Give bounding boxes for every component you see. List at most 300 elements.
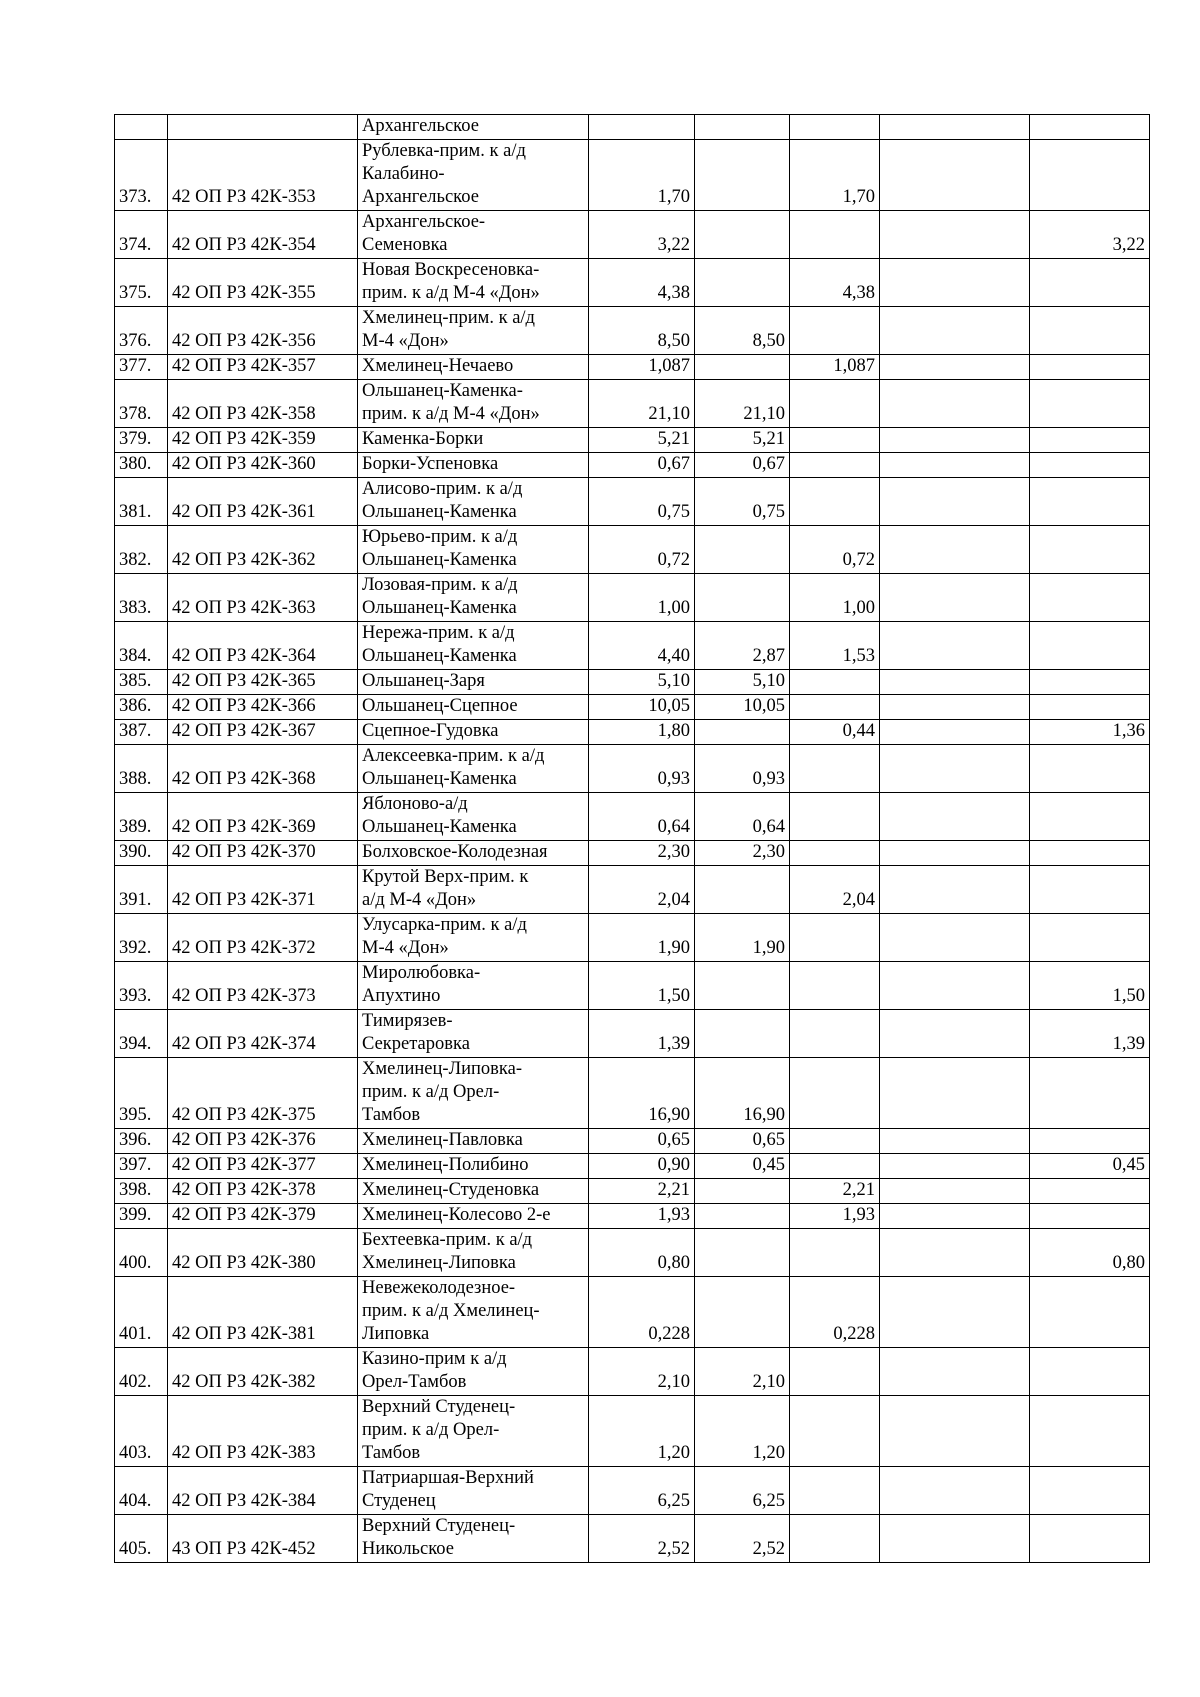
- road-name-cell: Борки-Успеновка: [358, 453, 589, 478]
- length-col-2-cell: [790, 962, 880, 1010]
- length-col-2-cell: [790, 1348, 880, 1396]
- table-row: [115, 1277, 1150, 1348]
- length-col-3-cell: [880, 793, 1030, 841]
- road-code-cell: 42 ОП РЗ 42К-371: [168, 866, 358, 914]
- road-code-cell: [168, 115, 358, 140]
- road-code-cell: 42 ОП РЗ 42К-362: [168, 526, 358, 574]
- length-col-2-cell: [790, 841, 880, 866]
- length-col-2-cell: [790, 745, 880, 793]
- length-col-2-cell: [790, 115, 880, 140]
- road-name-cell: Миролюбовка- Апухтино: [358, 962, 589, 1010]
- length-col-4-cell: [1030, 745, 1150, 793]
- road-code-cell: 42 ОП РЗ 42К-379: [168, 1204, 358, 1229]
- length-col-4-cell: [1030, 914, 1150, 962]
- length-col-4-cell: [1030, 1396, 1150, 1467]
- road-name-cell: Ольшанец-Каменка- прим. к а/д М-4 «Дон»: [358, 380, 589, 428]
- table-row: [115, 1348, 1150, 1396]
- table-row: [115, 720, 1150, 745]
- length-col-4-cell: [1030, 622, 1150, 670]
- road-code-cell: 42 ОП РЗ 42К-369: [168, 793, 358, 841]
- road-code-cell: 42 ОП РЗ 42К-359: [168, 428, 358, 453]
- length-col-1-cell: [695, 1179, 790, 1204]
- road-name-cell: Хмелинец-Колесово 2-е: [358, 1204, 589, 1229]
- table-row: [115, 841, 1150, 866]
- table-row: [115, 211, 1150, 259]
- road-code-cell: 42 ОП РЗ 42К-355: [168, 259, 358, 307]
- length-col-1-cell: 0,45: [695, 1154, 790, 1179]
- row-number-cell: 383.: [115, 574, 168, 622]
- length-col-1-cell: 2,87: [695, 622, 790, 670]
- length-col-1-cell: 0,67: [695, 453, 790, 478]
- road-name-cell: Патриаршая-Верхний Студенец: [358, 1467, 589, 1515]
- road-name-cell: Невежеколодезное- прим. к а/д Хмелинец- Липовка: [358, 1277, 589, 1348]
- row-number-cell: 405.: [115, 1515, 168, 1563]
- total-length-cell: 1,93: [589, 1204, 695, 1229]
- road-code-cell: 42 ОП РЗ 42К-370: [168, 841, 358, 866]
- length-col-1-cell: [695, 1229, 790, 1277]
- row-number-cell: 401.: [115, 1277, 168, 1348]
- length-col-2-cell: [790, 307, 880, 355]
- length-col-1-cell: 5,10: [695, 670, 790, 695]
- length-col-1-cell: 21,10: [695, 380, 790, 428]
- table-row: [115, 1154, 1150, 1179]
- total-length-cell: 1,70: [589, 140, 695, 211]
- length-col-2-cell: 2,04: [790, 866, 880, 914]
- length-col-2-cell: [790, 670, 880, 695]
- length-col-2-cell: [790, 1467, 880, 1515]
- length-col-2-cell: 1,93: [790, 1204, 880, 1229]
- row-number-cell: 404.: [115, 1467, 168, 1515]
- length-col-4-cell: [1030, 1515, 1150, 1563]
- row-number-cell: 389.: [115, 793, 168, 841]
- total-length-cell: 8,50: [589, 307, 695, 355]
- row-number-cell: 396.: [115, 1129, 168, 1154]
- length-col-4-cell: [1030, 866, 1150, 914]
- length-col-3-cell: [880, 1129, 1030, 1154]
- road-code-cell: 42 ОП РЗ 42К-368: [168, 745, 358, 793]
- length-col-1-cell: [695, 720, 790, 745]
- total-length-cell: 2,21: [589, 1179, 695, 1204]
- length-col-1-cell: 16,90: [695, 1058, 790, 1129]
- length-col-1-cell: 6,25: [695, 1467, 790, 1515]
- length-col-4-cell: [1030, 1277, 1150, 1348]
- length-col-4-cell: [1030, 1204, 1150, 1229]
- table-row: [115, 695, 1150, 720]
- row-number-cell: 377.: [115, 355, 168, 380]
- length-col-4-cell: 1,36: [1030, 720, 1150, 745]
- road-code-cell: 42 ОП РЗ 42К-383: [168, 1396, 358, 1467]
- total-length-cell: 0,64: [589, 793, 695, 841]
- road-name-cell: Алисово-прим. к а/д Ольшанец-Каменка: [358, 478, 589, 526]
- road-name-cell: Верхний Студенец- Никольское: [358, 1515, 589, 1563]
- length-col-2-cell: [790, 695, 880, 720]
- total-length-cell: 2,30: [589, 841, 695, 866]
- table-row: [115, 574, 1150, 622]
- length-col-2-cell: 4,38: [790, 259, 880, 307]
- length-col-2-cell: 1,53: [790, 622, 880, 670]
- total-length-cell: 1,20: [589, 1396, 695, 1467]
- total-length-cell: 1,39: [589, 1010, 695, 1058]
- table-row: [115, 1515, 1150, 1563]
- total-length-cell: 1,90: [589, 914, 695, 962]
- length-col-3-cell: [880, 428, 1030, 453]
- row-number-cell: 398.: [115, 1179, 168, 1204]
- length-col-3-cell: [880, 695, 1030, 720]
- length-col-1-cell: 8,50: [695, 307, 790, 355]
- road-name-cell: Хмелинец-Нечаево: [358, 355, 589, 380]
- table-row: [115, 670, 1150, 695]
- road-name-cell: Яблоново-а/д Ольшанец-Каменка: [358, 793, 589, 841]
- row-number-cell: 378.: [115, 380, 168, 428]
- road-name-cell: Нережа-прим. к а/д Ольшанец-Каменка: [358, 622, 589, 670]
- length-col-1-cell: 0,93: [695, 745, 790, 793]
- road-code-cell: 42 ОП РЗ 42К-358: [168, 380, 358, 428]
- road-code-cell: 42 ОП РЗ 42К-367: [168, 720, 358, 745]
- length-col-1-cell: [695, 115, 790, 140]
- table-row: [115, 1204, 1150, 1229]
- length-col-1-cell: [695, 866, 790, 914]
- length-col-4-cell: 0,80: [1030, 1229, 1150, 1277]
- length-col-2-cell: [790, 1010, 880, 1058]
- length-col-4-cell: 1,50: [1030, 962, 1150, 1010]
- length-col-3-cell: [880, 1204, 1030, 1229]
- road-name-cell: Казино-прим к а/д Орел-Тамбов: [358, 1348, 589, 1396]
- table-row: [115, 140, 1150, 211]
- road-name-cell: Хмелинец-прим. к а/д М-4 «Дон»: [358, 307, 589, 355]
- total-length-cell: 1,00: [589, 574, 695, 622]
- length-col-2-cell: 0,228: [790, 1277, 880, 1348]
- road-name-cell: Хмелинец-Липовка- прим. к а/д Орел- Тамбов: [358, 1058, 589, 1129]
- road-code-cell: 42 ОП РЗ 42К-380: [168, 1229, 358, 1277]
- road-name-cell: Рублевка-прим. к а/д Калабино- Архангельское: [358, 140, 589, 211]
- length-col-1-cell: [695, 1277, 790, 1348]
- table-row: [115, 962, 1150, 1010]
- total-length-cell: 0,72: [589, 526, 695, 574]
- table-row: [115, 355, 1150, 380]
- length-col-3-cell: [880, 1515, 1030, 1563]
- length-col-2-cell: 0,44: [790, 720, 880, 745]
- road-name-cell: Ольшанец-Сцепное: [358, 695, 589, 720]
- length-col-3-cell: [880, 745, 1030, 793]
- length-col-3-cell: [880, 355, 1030, 380]
- length-col-3-cell: [880, 720, 1030, 745]
- length-col-1-cell: [695, 259, 790, 307]
- road-code-cell: 42 ОП РЗ 42К-364: [168, 622, 358, 670]
- length-col-2-cell: 1,00: [790, 574, 880, 622]
- road-code-cell: 42 ОП РЗ 42К-377: [168, 1154, 358, 1179]
- length-col-1-cell: [695, 574, 790, 622]
- total-length-cell: 3,22: [589, 211, 695, 259]
- row-number-cell: 384.: [115, 622, 168, 670]
- length-col-2-cell: [790, 914, 880, 962]
- row-number-cell: 387.: [115, 720, 168, 745]
- total-length-cell: 1,50: [589, 962, 695, 1010]
- total-length-cell: 6,25: [589, 1467, 695, 1515]
- length-col-2-cell: [790, 1396, 880, 1467]
- total-length-cell: 0,67: [589, 453, 695, 478]
- length-col-4-cell: [1030, 380, 1150, 428]
- length-col-1-cell: 0,75: [695, 478, 790, 526]
- road-code-cell: 42 ОП РЗ 42К-353: [168, 140, 358, 211]
- table-row: [115, 428, 1150, 453]
- length-col-3-cell: [880, 259, 1030, 307]
- length-col-4-cell: [1030, 670, 1150, 695]
- length-col-4-cell: [1030, 428, 1150, 453]
- length-col-2-cell: 2,21: [790, 1179, 880, 1204]
- road-code-cell: 42 ОП РЗ 42К-373: [168, 962, 358, 1010]
- table-row: [115, 307, 1150, 355]
- total-length-cell: 1,087: [589, 355, 695, 380]
- length-col-1-cell: 5,21: [695, 428, 790, 453]
- row-number-cell: 381.: [115, 478, 168, 526]
- road-code-cell: 42 ОП РЗ 42К-360: [168, 453, 358, 478]
- road-code-cell: 42 ОП РЗ 42К-384: [168, 1467, 358, 1515]
- row-number-cell: 376.: [115, 307, 168, 355]
- road-name-cell: Лозовая-прим. к а/д Ольшанец-Каменка: [358, 574, 589, 622]
- row-number-cell: 392.: [115, 914, 168, 962]
- table-row: [115, 1396, 1150, 1467]
- length-col-3-cell: [880, 1396, 1030, 1467]
- length-col-4-cell: [1030, 1179, 1150, 1204]
- road-code-cell: 42 ОП РЗ 42К-363: [168, 574, 358, 622]
- length-col-4-cell: 0,45: [1030, 1154, 1150, 1179]
- row-number-cell: 393.: [115, 962, 168, 1010]
- table-row: [115, 1179, 1150, 1204]
- length-col-1-cell: 1,90: [695, 914, 790, 962]
- length-col-1-cell: [695, 962, 790, 1010]
- length-col-1-cell: [695, 140, 790, 211]
- road-code-cell: 42 ОП РЗ 42К-376: [168, 1129, 358, 1154]
- road-name-cell: Крутой Верх-прим. к а/д М-4 «Дон»: [358, 866, 589, 914]
- road-code-cell: 42 ОП РЗ 42К-357: [168, 355, 358, 380]
- row-number-cell: 403.: [115, 1396, 168, 1467]
- length-col-1-cell: 1,20: [695, 1396, 790, 1467]
- length-col-2-cell: [790, 793, 880, 841]
- road-code-cell: 42 ОП РЗ 42К-372: [168, 914, 358, 962]
- row-number-cell: 395.: [115, 1058, 168, 1129]
- length-col-3-cell: [880, 1179, 1030, 1204]
- total-length-cell: 5,21: [589, 428, 695, 453]
- table-row: [115, 1058, 1150, 1129]
- road-name-cell: Новая Воскресеновка- прим. к а/д М-4 «Дон»: [358, 259, 589, 307]
- road-code-cell: 42 ОП РЗ 42К-378: [168, 1179, 358, 1204]
- length-col-2-cell: [790, 1058, 880, 1129]
- length-col-2-cell: [790, 478, 880, 526]
- length-col-3-cell: [880, 1348, 1030, 1396]
- total-length-cell: 10,05: [589, 695, 695, 720]
- road-code-cell: 42 ОП РЗ 42К-375: [168, 1058, 358, 1129]
- table-row: [115, 1467, 1150, 1515]
- road-code-cell: 42 ОП РЗ 42К-356: [168, 307, 358, 355]
- table-row: [115, 1010, 1150, 1058]
- length-col-1-cell: [695, 1204, 790, 1229]
- length-col-4-cell: 3,22: [1030, 211, 1150, 259]
- length-col-4-cell: [1030, 355, 1150, 380]
- total-length-cell: 21,10: [589, 380, 695, 428]
- length-col-2-cell: [790, 1129, 880, 1154]
- length-col-3-cell: [880, 115, 1030, 140]
- road-name-cell: Хмелинец-Полибино: [358, 1154, 589, 1179]
- total-length-cell: 1,80: [589, 720, 695, 745]
- table-row: [115, 478, 1150, 526]
- road-name-cell: Сцепное-Гудовка: [358, 720, 589, 745]
- table-row: [115, 866, 1150, 914]
- length-col-4-cell: [1030, 478, 1150, 526]
- length-col-2-cell: [790, 211, 880, 259]
- road-name-cell: Тимирязев- Секретаровка: [358, 1010, 589, 1058]
- total-length-cell: 2,10: [589, 1348, 695, 1396]
- road-name-cell: Хмелинец-Студеновка: [358, 1179, 589, 1204]
- road-name-cell: Болховское-Колодезная: [358, 841, 589, 866]
- length-col-3-cell: [880, 307, 1030, 355]
- road-name-cell: Каменка-Борки: [358, 428, 589, 453]
- road-name-cell: Юрьево-прим. к а/д Ольшанец-Каменка: [358, 526, 589, 574]
- length-col-3-cell: [880, 574, 1030, 622]
- length-col-4-cell: [1030, 793, 1150, 841]
- length-col-1-cell: 2,30: [695, 841, 790, 866]
- row-number-cell: 397.: [115, 1154, 168, 1179]
- row-number-cell: 379.: [115, 428, 168, 453]
- length-col-1-cell: [695, 1010, 790, 1058]
- total-length-cell: 2,04: [589, 866, 695, 914]
- length-col-3-cell: [880, 1229, 1030, 1277]
- total-length-cell: 16,90: [589, 1058, 695, 1129]
- row-number-cell: 385.: [115, 670, 168, 695]
- length-col-4-cell: [1030, 1467, 1150, 1515]
- road-code-cell: 42 ОП РЗ 42К-381: [168, 1277, 358, 1348]
- road-name-cell: Улусарка-прим. к а/д М-4 «Дон»: [358, 914, 589, 962]
- length-col-3-cell: [880, 453, 1030, 478]
- row-number-cell: 391.: [115, 866, 168, 914]
- length-col-2-cell: [790, 1515, 880, 1563]
- length-col-1-cell: 0,64: [695, 793, 790, 841]
- road-name-cell: Алексеевка-прим. к а/д Ольшанец-Каменка: [358, 745, 589, 793]
- length-col-3-cell: [880, 914, 1030, 962]
- total-length-cell: 5,10: [589, 670, 695, 695]
- length-col-2-cell: [790, 1229, 880, 1277]
- length-col-2-cell: [790, 380, 880, 428]
- length-col-4-cell: [1030, 307, 1150, 355]
- road-code-cell: 42 ОП РЗ 42К-354: [168, 211, 358, 259]
- length-col-3-cell: [880, 866, 1030, 914]
- table-row: [115, 622, 1150, 670]
- length-col-4-cell: [1030, 574, 1150, 622]
- length-col-3-cell: [880, 211, 1030, 259]
- length-col-2-cell: 0,72: [790, 526, 880, 574]
- length-col-4-cell: [1030, 1129, 1150, 1154]
- row-number-cell: 388.: [115, 745, 168, 793]
- length-col-3-cell: [880, 622, 1030, 670]
- total-length-cell: 0,75: [589, 478, 695, 526]
- total-length-cell: 0,93: [589, 745, 695, 793]
- total-length-cell: 4,38: [589, 259, 695, 307]
- row-number-cell: 400.: [115, 1229, 168, 1277]
- length-col-1-cell: 2,10: [695, 1348, 790, 1396]
- length-col-3-cell: [880, 962, 1030, 1010]
- table-row: [115, 914, 1150, 962]
- total-length-cell: 0,228: [589, 1277, 695, 1348]
- road-name-cell: Архангельское- Семеновка: [358, 211, 589, 259]
- length-col-1-cell: [695, 526, 790, 574]
- row-number-cell: 380.: [115, 453, 168, 478]
- row-number-cell: 373.: [115, 140, 168, 211]
- length-col-3-cell: [880, 1058, 1030, 1129]
- length-col-3-cell: [880, 140, 1030, 211]
- row-number-cell: [115, 115, 168, 140]
- row-number-cell: 394.: [115, 1010, 168, 1058]
- table-row: [115, 745, 1150, 793]
- length-col-4-cell: [1030, 1058, 1150, 1129]
- road-code-cell: 42 ОП РЗ 42К-366: [168, 695, 358, 720]
- road-code-cell: 42 ОП РЗ 42К-365: [168, 670, 358, 695]
- length-col-3-cell: [880, 1010, 1030, 1058]
- table-body: [115, 115, 1150, 1563]
- road-code-cell: 42 ОП РЗ 42К-382: [168, 1348, 358, 1396]
- length-col-3-cell: [880, 1467, 1030, 1515]
- row-number-cell: 375.: [115, 259, 168, 307]
- length-col-3-cell: [880, 841, 1030, 866]
- length-col-4-cell: [1030, 1348, 1150, 1396]
- table-row: [115, 380, 1150, 428]
- road-name-cell: Архангельское: [358, 115, 589, 140]
- length-col-4-cell: [1030, 453, 1150, 478]
- length-col-4-cell: [1030, 841, 1150, 866]
- row-number-cell: 390.: [115, 841, 168, 866]
- length-col-1-cell: 10,05: [695, 695, 790, 720]
- total-length-cell: 0,90: [589, 1154, 695, 1179]
- length-col-1-cell: 2,52: [695, 1515, 790, 1563]
- row-number-cell: 399.: [115, 1204, 168, 1229]
- length-col-3-cell: [880, 1154, 1030, 1179]
- length-col-4-cell: [1030, 115, 1150, 140]
- road-name-cell: Хмелинец-Павловка: [358, 1129, 589, 1154]
- road-code-cell: 43 ОП РЗ 42К-452: [168, 1515, 358, 1563]
- length-col-4-cell: [1030, 695, 1150, 720]
- table-row: [115, 1229, 1150, 1277]
- total-length-cell: 4,40: [589, 622, 695, 670]
- road-name-cell: Верхний Студенец- прим. к а/д Орел- Тамбов: [358, 1396, 589, 1467]
- table-row: [115, 259, 1150, 307]
- length-col-1-cell: [695, 355, 790, 380]
- road-name-cell: Ольшанец-Заря: [358, 670, 589, 695]
- roads-table: [114, 114, 1150, 1563]
- table-row: [115, 115, 1150, 140]
- length-col-1-cell: [695, 211, 790, 259]
- length-col-2-cell: 1,087: [790, 355, 880, 380]
- length-col-2-cell: [790, 428, 880, 453]
- row-number-cell: 402.: [115, 1348, 168, 1396]
- length-col-4-cell: 1,39: [1030, 1010, 1150, 1058]
- road-name-cell: Бехтеевка-прим. к а/д Хмелинец-Липовка: [358, 1229, 589, 1277]
- length-col-3-cell: [880, 380, 1030, 428]
- row-number-cell: 386.: [115, 695, 168, 720]
- length-col-3-cell: [880, 1277, 1030, 1348]
- length-col-3-cell: [880, 670, 1030, 695]
- length-col-2-cell: [790, 1154, 880, 1179]
- table-row: [115, 793, 1150, 841]
- row-number-cell: 382.: [115, 526, 168, 574]
- total-length-cell: 0,80: [589, 1229, 695, 1277]
- length-col-2-cell: 1,70: [790, 140, 880, 211]
- length-col-1-cell: 0,65: [695, 1129, 790, 1154]
- length-col-3-cell: [880, 478, 1030, 526]
- length-col-2-cell: [790, 453, 880, 478]
- total-length-cell: 2,52: [589, 1515, 695, 1563]
- total-length-cell: 0,65: [589, 1129, 695, 1154]
- table-row: [115, 526, 1150, 574]
- length-col-4-cell: [1030, 259, 1150, 307]
- road-code-cell: 42 ОП РЗ 42К-361: [168, 478, 358, 526]
